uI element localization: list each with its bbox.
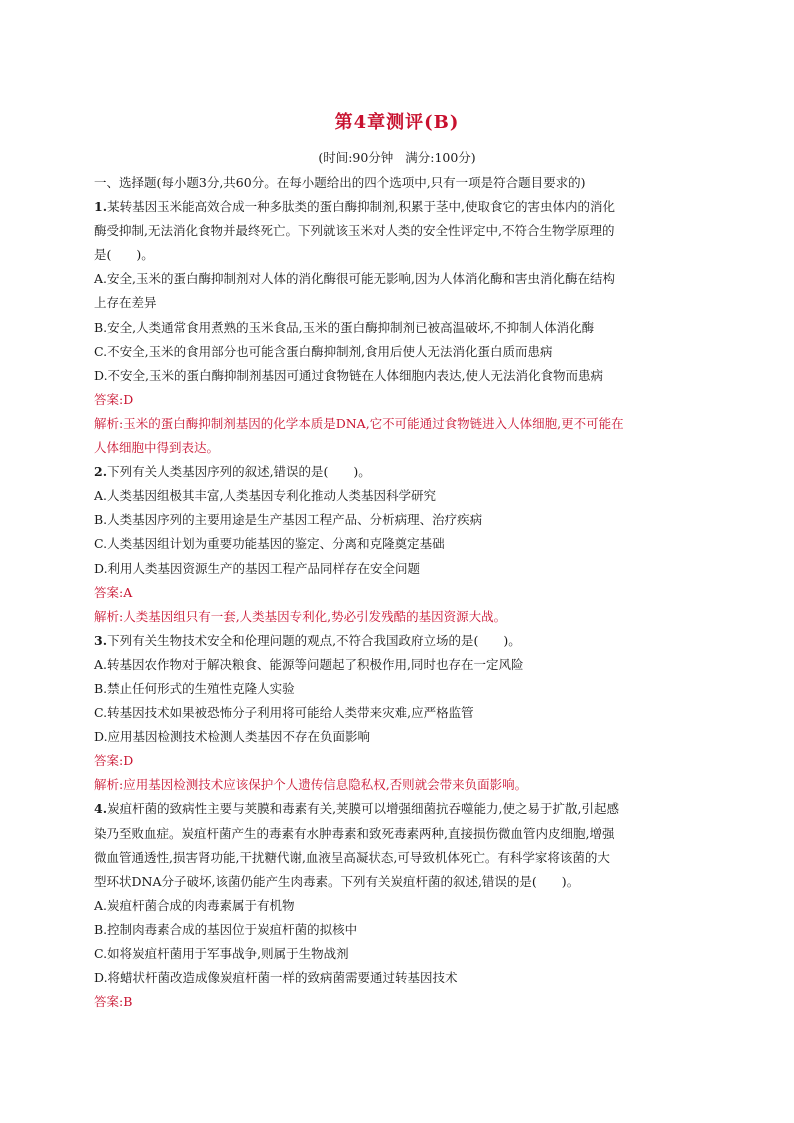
answer: 答案:D xyxy=(94,753,134,769)
option-a: A.人类基因组极其丰富,人类基因专利化推动人类基因科学研究 xyxy=(94,488,436,504)
option-d: D.利用人类基因资源生产的基因工程产品同样存在安全问题 xyxy=(94,560,421,576)
answer: 答案:A xyxy=(94,584,133,600)
option-b: B.禁止任何形式的生殖性克隆人实验 xyxy=(94,680,295,696)
question-4-stem-line: 染乃至败血症。炭疽杆菌产生的毒素有水肿毒素和致死毒素两种,直接损伤微血管内皮细胞,增强 xyxy=(94,825,615,841)
option-d: D.不安全,玉米的蛋白酶抑制剂基因可通过食物链在人体细胞内表达,使人无法消化食物而患病 xyxy=(94,367,603,383)
option-c: C.如将炭疽杆菌用于军事战争,则属于生物战剂 xyxy=(94,946,349,961)
option-c: C.转基因技术如果被恐怖分子利用将可能给人类带来灾难,应严格监管 xyxy=(94,705,474,721)
option-a: A.炭疽杆菌合成的肉毒素属于有机物 xyxy=(94,897,295,913)
option-b: B.人类基因序列的主要用途是生产基因工程产品、分析病理、治疗疾病 xyxy=(94,512,483,528)
question-4-stem-line: 型环状DNA分子破坏,该菌仍能产生肉毒素。下列有关炭疽杆菌的叙述,错误的是( )。 xyxy=(94,873,580,889)
question-number: 3. xyxy=(94,632,108,648)
option-d: D.将蜡状杆菌改造成像炭疽杆菌一样的致病菌需要通过转基因技术 xyxy=(94,970,458,986)
analysis: 解析:应用基因检测技术应该保护个人遗传信息隐私权,否则就会带来负面影响。 xyxy=(94,777,528,793)
exam-meta: (时间:90分钟 满分:100分) xyxy=(318,150,476,165)
option-a: A.转基因农作物对于解决粮食、能源等问题起了积极作用,同时也存在一定风险 xyxy=(94,656,524,672)
section-heading: 一、选择题(每小题3分,共60分。在每小题给出的四个选项中,只有一项是符合题目要求的) xyxy=(94,175,586,190)
answer: 答案:B xyxy=(94,994,133,1010)
question-text: 炭疽杆菌的致病性主要与荚膜和毒素有关,荚膜可以增强细菌抗吞噬能力,使之易于扩散,引起感 xyxy=(107,801,619,817)
option-c: C.人类基因组计划为重要功能基因的鉴定、分离和克隆奠定基础 xyxy=(94,536,445,552)
question-1-stem-line xyxy=(94,195,694,219)
analysis: 解析:玉米的蛋白酶抑制剂基因的化学本质是DNA,它不可能通过食物链进入人体细胞,更不可能在 xyxy=(94,415,624,431)
analysis: 解析:人类基因组只有一套,人类基因专利化,势必引发残酷的基因资源大战。 xyxy=(94,608,507,624)
question-number: 2. xyxy=(94,464,108,480)
question-number: 1. xyxy=(94,199,108,215)
question-number: 4. xyxy=(94,801,108,817)
question-1-stem-line: 是( )。 xyxy=(94,247,154,263)
question-1-stem-line: 酶受抑制,无法消化食物并最终死亡。下列就该玉米对人类的安全性评定中,不符合生物学原理的 xyxy=(94,223,615,239)
option-a-cont: 上存在差异 xyxy=(94,295,157,311)
page-title: 第4章测评(B) xyxy=(334,112,460,133)
option-b: B.安全,人类通常食用煮熟的玉米食品,玉米的蛋白酶抑制剂已被高温破坏,不抑制人体消化酶 xyxy=(94,319,595,335)
question-text: 下列有关人类基因序列的叙述,错误的是( )。 xyxy=(107,464,371,480)
question-text: 某转基因玉米能高效合成一种多肽类的蛋白酶抑制剂,积累于茎中,使取食它的害虫体内的消化 xyxy=(107,199,616,215)
analysis: 人体细胞中得到表达。 xyxy=(94,440,220,456)
option-a: A.安全,玉米的蛋白酶抑制剂对人体的消化酶很可能无影响,因为人体消化酶和害虫消化酶在结构 xyxy=(94,271,615,287)
option-c: C.不安全,玉米的食用部分也可能含蛋白酶抑制剂,食用后使人无法消化蛋白质而患病 xyxy=(94,343,553,359)
question-4-stem-line: 微血管通透性,损害肾功能,干扰糖代谢,血液呈高凝状态,可导致机体死亡。有科学家将该菌的大 xyxy=(94,849,610,865)
question-2-stem-line xyxy=(94,460,694,484)
question-text: 下列有关生物技术安全和伦理问题的观点,不符合我国政府立场的是( )。 xyxy=(107,632,521,648)
question-3-stem-line xyxy=(94,629,694,653)
document-body xyxy=(94,171,694,1014)
option-d: D.应用基因检测技术检测人类基因不存在负面影响 xyxy=(94,729,371,745)
answer: 答案:D xyxy=(94,391,134,407)
question-4-stem-line xyxy=(94,797,694,821)
option-b: B.控制肉毒素合成的基因位于炭疽杆菌的拟核中 xyxy=(94,921,358,937)
